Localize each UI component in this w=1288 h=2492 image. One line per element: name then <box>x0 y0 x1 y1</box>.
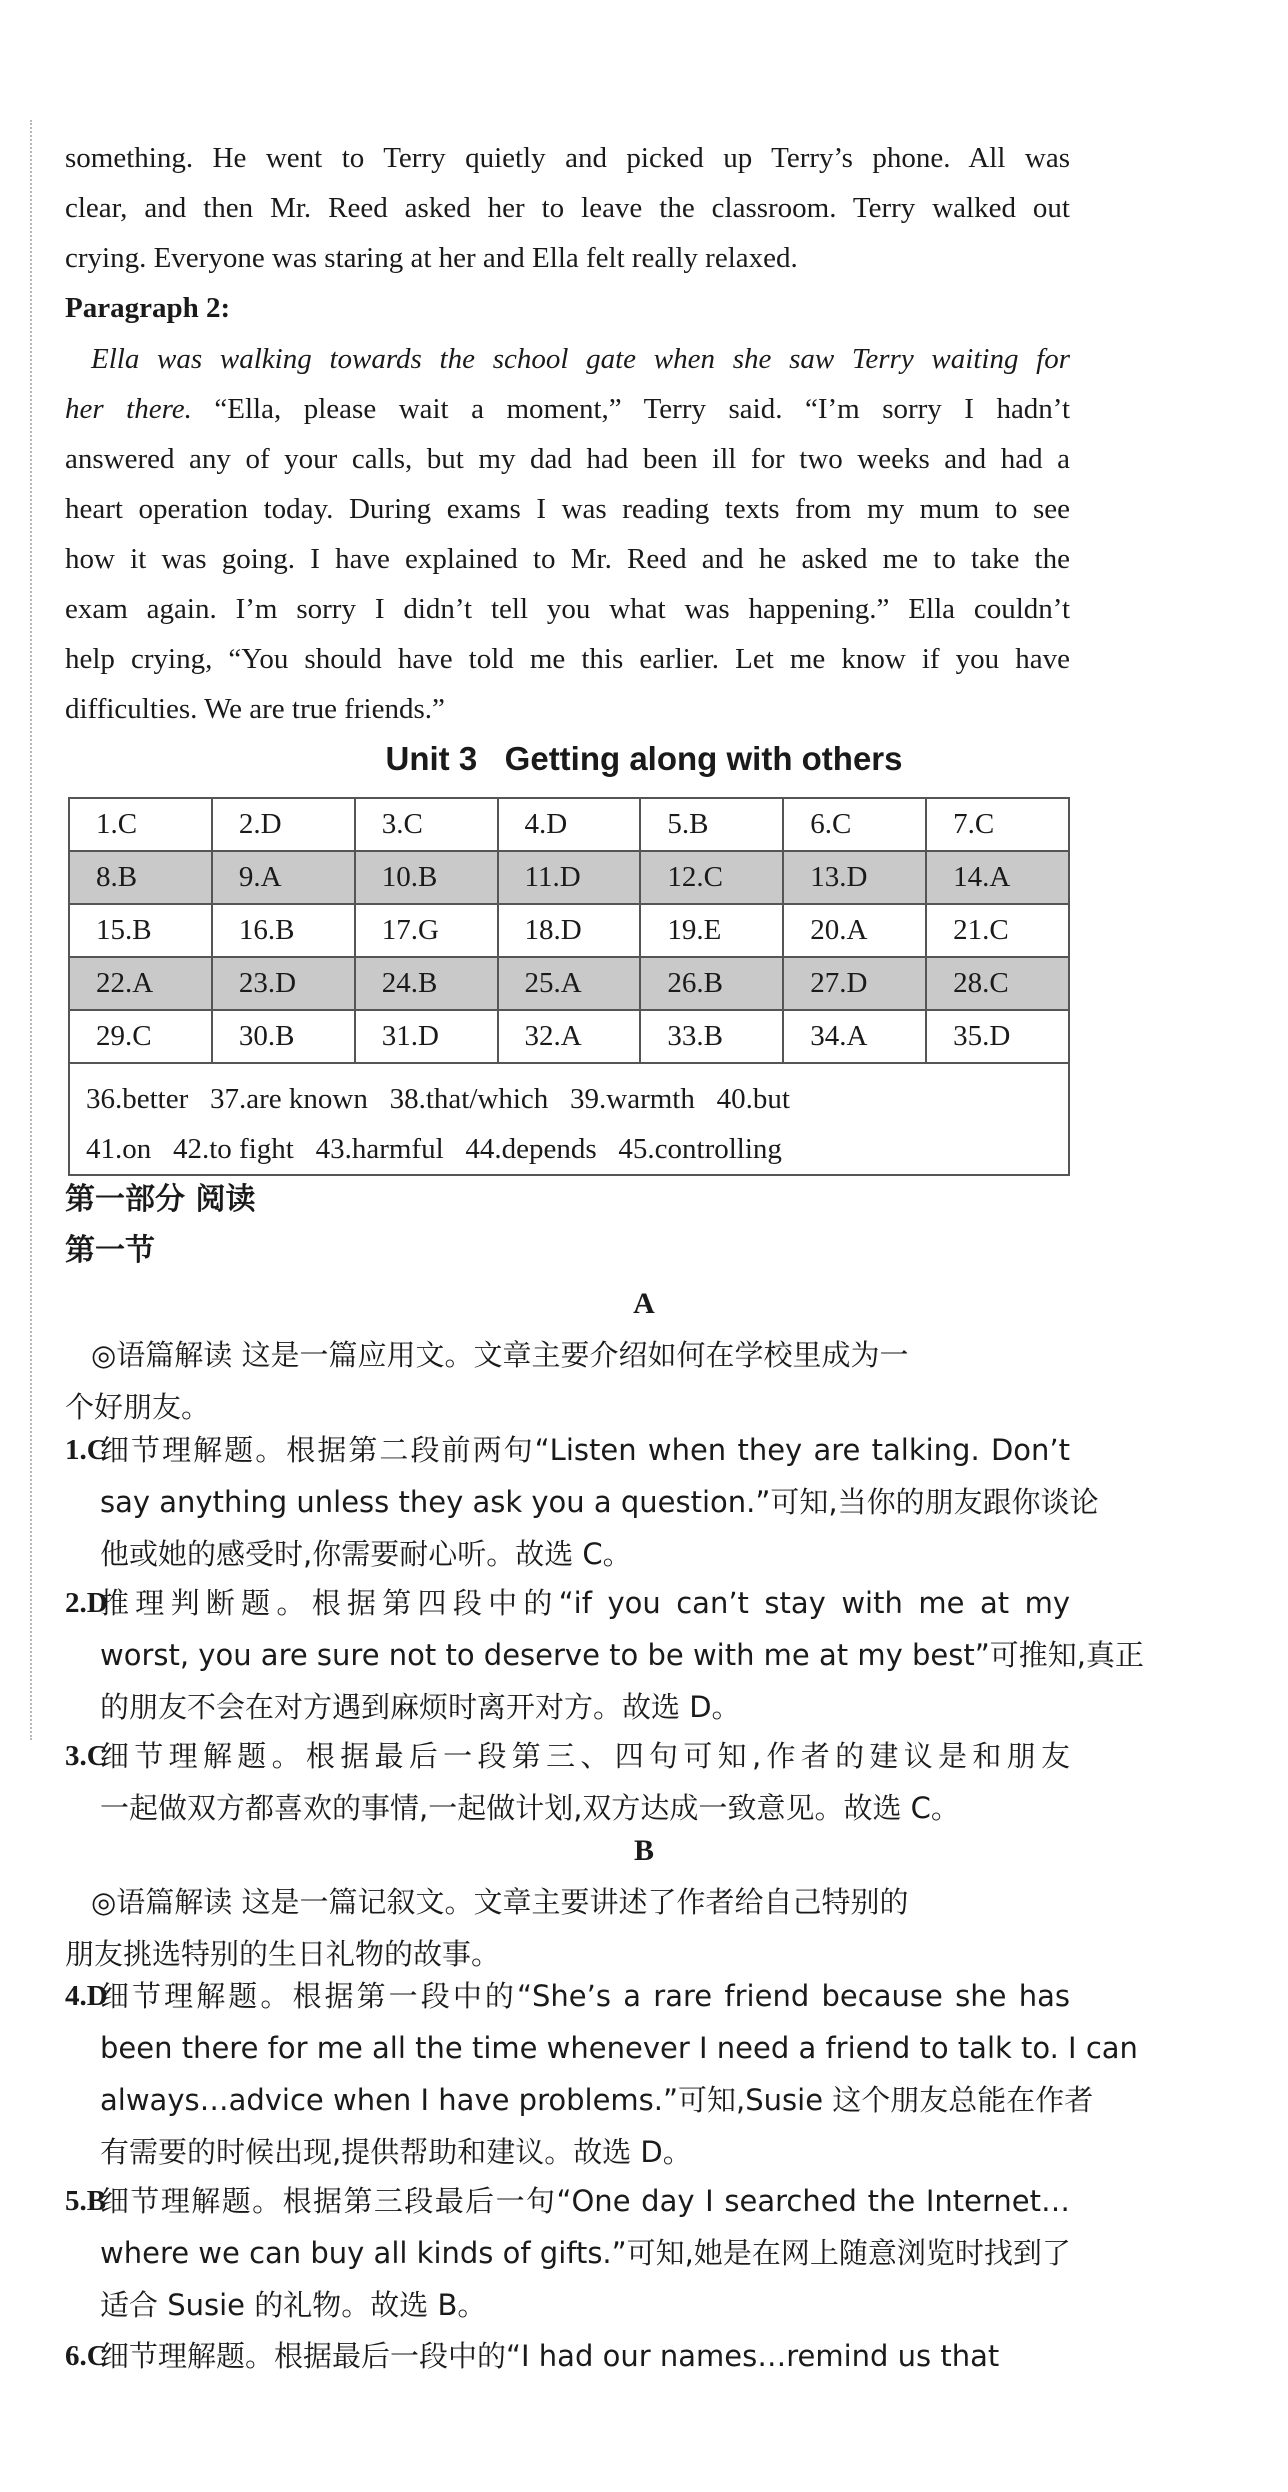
question-explanation <box>65 1424 1099 1580</box>
explanation-line: 细节理解题。根据第二段前两句“Listen when they are talking. Don’t <box>100 1433 1070 1467</box>
explanation-line: 推理判断题。根据第四段中的“if you can’t stay with me at my <box>100 1586 1070 1620</box>
answer-cell: 15.B <box>69 904 212 957</box>
passage-a-intro <box>65 1329 1070 1433</box>
text-line: answered any of your calls, but my dad had been ill for two weeks and had a <box>65 443 1070 475</box>
answer-cell: 29.C <box>69 1010 212 1063</box>
text-line: crying. Everyone was staring at her and Ella felt really relaxed. <box>65 242 798 274</box>
margin-dotted-rule <box>30 120 32 1740</box>
intro-line: 个好朋友。 <box>65 1390 211 1424</box>
answer-row <box>69 851 1069 904</box>
paragraph-2-heading: Paragraph 2: <box>65 292 231 324</box>
question-explanation <box>65 2175 1070 2331</box>
answer-cell: 27.D <box>783 957 926 1010</box>
answer-cell: 19.E <box>640 904 783 957</box>
section-part-heading: 第一部分 阅读 <box>65 1182 256 1217</box>
answer-cell: 33.B <box>640 1010 783 1063</box>
answer-cell: 11.D <box>498 851 641 904</box>
answer-cell: 5.B <box>640 798 783 851</box>
question-number: 4.D <box>65 1980 108 2012</box>
explanation-line: 细节理解题。根据第三段最后一句“One day I searched the Internet… <box>100 2184 1070 2218</box>
question-number: 5.B <box>65 2185 107 2217</box>
explanation-body <box>100 1424 1099 1580</box>
explanation-line: 细节理解题。根据最后一段第三、四句可知,作者的建议是和朋友 <box>100 1739 1070 1773</box>
question-number: 1.C <box>65 1434 108 1466</box>
answer-cell: 35.D <box>926 1010 1069 1063</box>
fill-in-line: 41.on 42.to fight 43.harmful 44.depends 45.controlling <box>86 1133 782 1165</box>
answer-row <box>69 1010 1069 1063</box>
explanation-line: worst, you are sure not to deserve to be with me at my best”可推知,真正 <box>100 1638 1144 1672</box>
explanation-body <box>100 1730 1070 1834</box>
text-line: something. He went to Terry quietly and picked up Terry’s phone. All was <box>65 142 1070 174</box>
intro-line: 朋友挑选特别的生日礼物的故事。 <box>65 1937 501 1971</box>
question-number: 3.C <box>65 1740 108 1772</box>
text-line: help crying, “You should have told me this earlier. Let me know if you have <box>65 643 1070 675</box>
explanation-line: 适合 Susie 的礼物。故选 B。 <box>100 2288 487 2322</box>
explanation-body <box>100 1577 1144 1733</box>
text-line: heart operation today. During exams I was reading texts from my mum to see <box>65 493 1070 525</box>
answer-cell: 20.A <box>783 904 926 957</box>
answer-cell: 1.C <box>69 798 212 851</box>
explanation-body <box>100 2330 1070 2382</box>
intro-line: ◎语篇解读 这是一篇应用文。文章主要介绍如何在学校里成为一 <box>91 1338 909 1372</box>
section-sub-heading: 第一节 <box>65 1233 155 1268</box>
text-line: exam again. I’m sorry I didn’t tell you what was happening.” Ella couldn’t <box>65 593 1070 625</box>
text-line: how it was going. I have explained to Mr. Reed and he asked me to take the <box>65 543 1070 575</box>
text-run: “Ella, please wait a moment,” Terry said. “I’m sorry I hadn’t <box>191 393 1071 425</box>
answer-row <box>69 957 1069 1010</box>
answer-cell: 17.G <box>355 904 498 957</box>
explanation-line: where we can buy all kinds of gifts.”可知,她是在网上随意浏览时找到了 <box>100 2236 1071 2270</box>
story-paragraph-2 <box>65 334 1070 734</box>
answer-cell: 21.C <box>926 904 1069 957</box>
passage-a-letter: A <box>633 1287 655 1320</box>
explanation-body <box>100 2175 1070 2331</box>
intro-line: ◎语篇解读 这是一篇记叙文。文章主要讲述了作者给自己特别的 <box>91 1885 909 1919</box>
italic-text: her there. <box>65 393 192 425</box>
explanation-body <box>100 1970 1138 2178</box>
fill-in-cell <box>69 1063 1069 1175</box>
question-explanation <box>65 1577 1144 1733</box>
answer-cell: 31.D <box>355 1010 498 1063</box>
passage-b-letter: B <box>633 1834 654 1867</box>
passage-b-intro <box>65 1876 1070 1980</box>
answer-cell: 8.B <box>69 851 212 904</box>
text-line: clear, and then Mr. Reed asked her to leave the classroom. Terry walked out <box>65 192 1070 224</box>
question-number: 2.D <box>65 1587 108 1619</box>
answer-cell: 34.A <box>783 1010 926 1063</box>
question-explanation <box>65 1970 1138 2178</box>
answer-cell: 7.C <box>926 798 1069 851</box>
answer-cell: 30.B <box>212 1010 355 1063</box>
explanation-line: 一起做双方都喜欢的事情,一起做计划,双方达成一致意见。故选 C。 <box>100 1791 960 1825</box>
fill-in-row <box>69 1063 1069 1175</box>
explanation-line: 有需要的时候出现,提供帮助和建议。故选 D。 <box>100 2135 692 2169</box>
answer-cell: 25.A <box>498 957 641 1010</box>
explanation-line: 的朋友不会在对方遇到麻烦时离开对方。故选 D。 <box>100 1690 741 1724</box>
question-explanation <box>65 1730 1070 1834</box>
answer-row <box>69 798 1069 851</box>
answer-cell: 24.B <box>355 957 498 1010</box>
question-number: 6.C <box>65 2340 108 2372</box>
answer-cell: 28.C <box>926 957 1069 1010</box>
explanation-line: say anything unless they ask you a question.”可知,当你的朋友跟你谈论 <box>100 1485 1099 1519</box>
answer-cell: 16.B <box>212 904 355 957</box>
answer-cell: 12.C <box>640 851 783 904</box>
explanation-line: been there for me all the time whenever I need a friend to talk to. I can <box>100 2031 1138 2065</box>
answer-cell: 22.A <box>69 957 212 1010</box>
answer-cell: 14.A <box>926 851 1069 904</box>
answer-cell: 23.D <box>212 957 355 1010</box>
answer-cell: 32.A <box>498 1010 641 1063</box>
text-line: Ella was walking towards the school gate when she saw Terry waiting for <box>91 343 1070 375</box>
answer-cell: 9.A <box>212 851 355 904</box>
answer-cell: 2.D <box>212 798 355 851</box>
story-paragraph-1 <box>65 133 1070 283</box>
answer-cell: 6.C <box>783 798 926 851</box>
explanation-line: 细节理解题。根据最后一段中的“I had our names…remind us that <box>100 2339 1000 2373</box>
text-line: difficulties. We are true friends.” <box>65 693 445 725</box>
answer-cell: 10.B <box>355 851 498 904</box>
fill-in-line: 36.better 37.are known 38.that/which 39.warmth 40.but <box>86 1083 790 1115</box>
unit-title: Unit 3 Getting along with others <box>385 740 903 777</box>
explanation-line: 他或她的感受时,你需要耐心听。故选 C。 <box>100 1537 632 1571</box>
answer-cell: 4.D <box>498 798 641 851</box>
answer-cell: 3.C <box>355 798 498 851</box>
answer-cell: 26.B <box>640 957 783 1010</box>
explanation-line: 细节理解题。根据第一段中的“She’s a rare friend because she has <box>100 1979 1070 2013</box>
answer-cell: 18.D <box>498 904 641 957</box>
text-line <box>65 384 1070 434</box>
answer-table <box>68 797 1070 1176</box>
answer-cell: 13.D <box>783 851 926 904</box>
explanation-line: always…advice when I have problems.”可知,Susie 这个朋友总能在作者 <box>100 2083 1094 2117</box>
question-explanation <box>65 2330 1070 2382</box>
answer-row <box>69 904 1069 957</box>
